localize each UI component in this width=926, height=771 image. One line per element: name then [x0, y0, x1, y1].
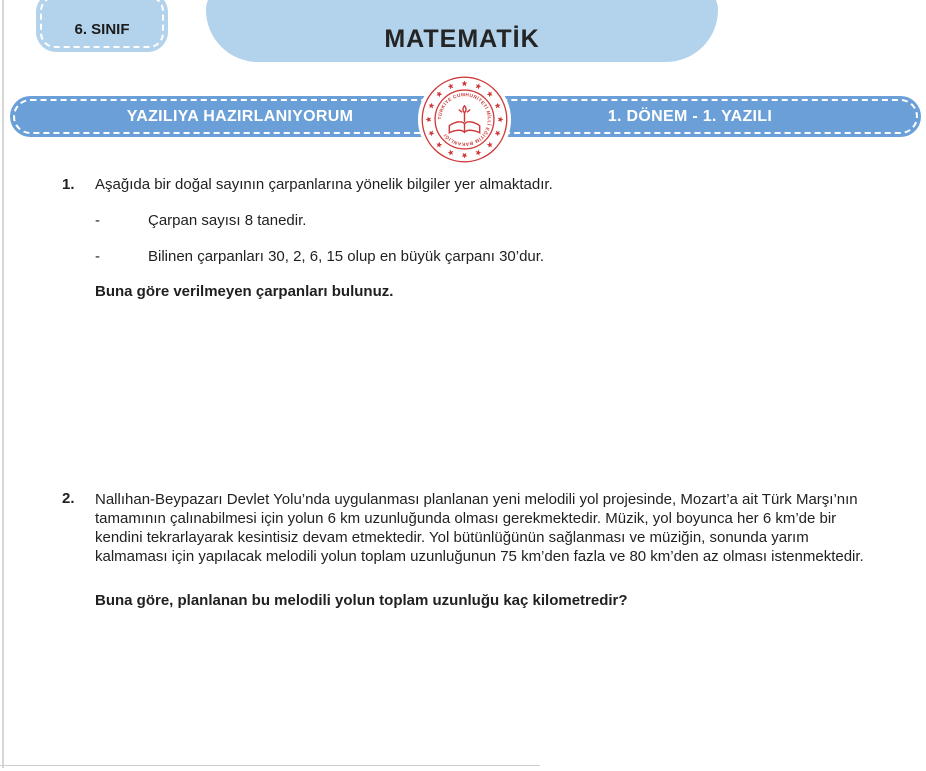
- question-2: [62, 490, 884, 610]
- banner-left-label: YAZILIYA HAZIRLANIYORUM: [126, 107, 354, 125]
- question-1-number: 1.: [62, 176, 75, 193]
- page-left-edge-line: [2, 0, 4, 768]
- question-2-body: Nallıhan-Beypazarı Devlet Yolu’nda uygulanması planlanan yeni melodili yol projesinde, Mozart’a ait Türk Marşı’nın tamamının çalınabilmesi için yolun 6 km uzunluğunda olması gerekmektedir. Müzik, yol boyunca her 6 km’de bir kendini tekrarlayarak kesintisiz devam etmektedir. Yol bütünlüğünün sağlanması ve müziğin, sonunda yarım kalmaması için yapılacak melodili yolun toplam uzunluğunun 75 km’den fazla ve 80 km’den az olması istenmektedir.: [95, 491, 864, 565]
- question-1: [62, 176, 884, 301]
- emblem-circular-text: TÜRKİYE CUMHURİYETİ MİLLÎ EĞİTİM BAKANLIĞI: [438, 93, 491, 146]
- exam-banner: [10, 93, 921, 146]
- question-2-number: 2.: [62, 490, 75, 507]
- item-bullet: -: [95, 248, 100, 265]
- page-bottom-edge-line: [0, 765, 540, 766]
- grade-badge-label: 6. SINIF: [74, 20, 130, 38]
- question-1-prompt: Buna göre verilmeyen çarpanları bulunuz.: [95, 283, 394, 300]
- question-1-item: [95, 212, 735, 230]
- question-1-item: [95, 248, 735, 266]
- question-1-intro: Aşağıda bir doğal sayının çarpanlarına yönelik bilgiler yer almaktadır.: [95, 176, 553, 193]
- item-text: Bilinen çarpanları 30, 2, 6, 15 olup en büyük çarpanı 30’dur.: [148, 248, 545, 265]
- banner-right-label: 1. DÖNEM - 1. YAZILI: [607, 107, 773, 125]
- question-2-prompt: Buna göre, planlanan bu melodili yolun toplam uzunluğu kaç kilometredir?: [95, 592, 628, 609]
- subject-title: MATEMATİK: [384, 24, 540, 53]
- meb-ministry-emblem-icon: [417, 72, 512, 167]
- item-bullet: -: [95, 212, 100, 229]
- grade-badge: [36, 0, 168, 52]
- subject-header: [206, 0, 718, 62]
- item-text: Çarpan sayısı 8 tanedir.: [148, 212, 307, 229]
